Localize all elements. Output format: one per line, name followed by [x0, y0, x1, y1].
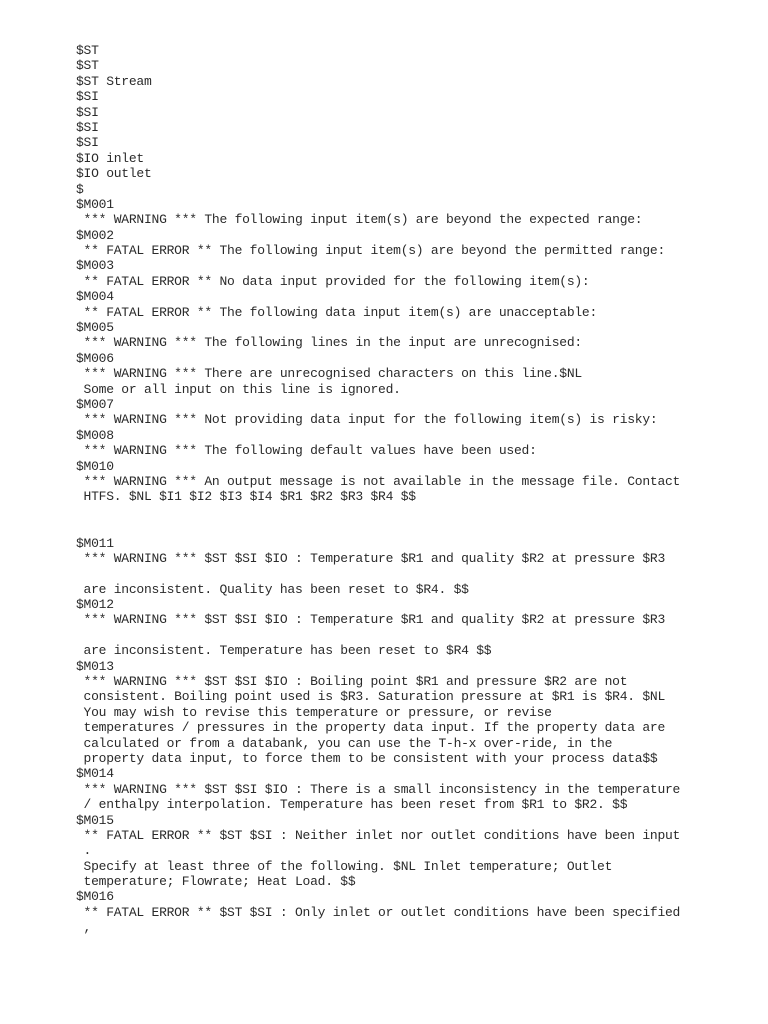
text-line: property data input, to force them to be consistent with your process data$$: [76, 750, 658, 766]
text-line: ** FATAL ERROR ** The following input item(s) are beyond the permitted range:: [76, 243, 665, 259]
text-line: *** WARNING *** Not providing data input for the following item(s) is risky:: [76, 412, 658, 428]
text-line: [76, 520, 756, 535]
text-line: $M012: [76, 597, 114, 613]
text-line: $M013: [76, 658, 114, 674]
text-line: temperatures / pressures in the property data input. If the property data are: [76, 720, 665, 736]
text-line: $ST Stream: [76, 73, 152, 89]
text-line: $SI: [76, 135, 99, 151]
text-line: *** WARNING *** The following lines in the input are unrecognised:: [76, 335, 582, 351]
text-line: *** WARNING *** The following input item(s) are beyond the expected range:: [76, 212, 643, 228]
text-line: *** WARNING *** There are unrecognised characters on this line.$NL: [76, 366, 582, 382]
text-line: $SI: [76, 104, 99, 120]
text-line: $M010: [76, 458, 114, 474]
text-line: ** FATAL ERROR ** No data input provided for the following item(s):: [76, 273, 590, 289]
text-line: *** WARNING *** $ST $SI $IO : Boiling point $R1 and pressure $R2 are not: [76, 674, 628, 690]
text-line: $: [76, 181, 84, 197]
text-line: *** WARNING *** $ST $SI $IO : Temperature $R1 and quality $R2 at pressure $R3: [76, 612, 665, 628]
text-line: temperature; Flowrate; Heat Load. $$: [76, 874, 356, 890]
text-line: calculated or from a databank, you can use the T-h-x over-ride, in the: [76, 735, 613, 751]
text-line: [76, 505, 756, 520]
text-line: are inconsistent. Quality has been reset to $R4. $$: [76, 581, 469, 597]
text-line: [76, 566, 756, 581]
text-line: [76, 628, 756, 643]
text-line: $ST: [76, 58, 99, 74]
text-line: $M014: [76, 766, 114, 782]
text-line: Some or all input on this line is ignored.: [76, 381, 401, 397]
text-line: are inconsistent. Temperature has been reset to $R4 $$: [76, 643, 492, 659]
text-line: $M007: [76, 396, 114, 412]
text-line: ** FATAL ERROR ** The following data input item(s) are unacceptable:: [76, 304, 598, 320]
text-line: ** FATAL ERROR ** $ST $SI : Neither inlet nor outlet conditions have been input: [76, 827, 681, 843]
text-line: consistent. Boiling point used is $R3. Saturation pressure at $R1 is $R4. $NL: [76, 689, 665, 705]
text-line: $M005: [76, 320, 114, 336]
text-line: ,: [76, 920, 92, 936]
text-line: $IO inlet: [76, 150, 144, 166]
text-line: *** WARNING *** An output message is not available in the message file. Contact: [76, 473, 681, 489]
text-line: *** WARNING *** $ST $SI $IO : Temperature $R1 and quality $R2 at pressure $R3: [76, 550, 665, 566]
text-line: $M002: [76, 227, 114, 243]
text-line: $SI: [76, 89, 99, 105]
text-line: $SI: [76, 119, 99, 135]
text-line: $M003: [76, 258, 114, 274]
text-line: $M006: [76, 350, 114, 366]
text-line: $M004: [76, 289, 114, 305]
message-file-text: [76, 43, 756, 936]
text-line: $IO outlet: [76, 166, 152, 182]
text-line: $M008: [76, 427, 114, 443]
text-line: .: [76, 843, 92, 859]
text-line: Specify at least three of the following. $NL Inlet temperature; Outlet: [76, 858, 613, 874]
text-line: You may wish to revise this temperature or pressure, or revise: [76, 704, 552, 720]
text-line: $ST: [76, 43, 99, 58]
text-line: *** WARNING *** $ST $SI $IO : There is a small inconsistency in the temperature: [76, 781, 681, 797]
text-line: $M015: [76, 812, 114, 828]
text-line: ** FATAL ERROR ** $ST $SI : Only inlet or outlet conditions have been specified: [76, 904, 681, 920]
text-line: *** WARNING *** The following default values have been used:: [76, 443, 537, 459]
text-line: $M001: [76, 196, 114, 212]
text-line: HTFS. $NL $I1 $I2 $I3 $I4 $R1 $R2 $R3 $R4 $$: [76, 489, 416, 505]
text-line: $M011: [76, 535, 114, 551]
text-line: $M016: [76, 889, 114, 905]
text-line: / enthalpy interpolation. Temperature has been reset from $R1 to $R2. $$: [76, 797, 628, 813]
